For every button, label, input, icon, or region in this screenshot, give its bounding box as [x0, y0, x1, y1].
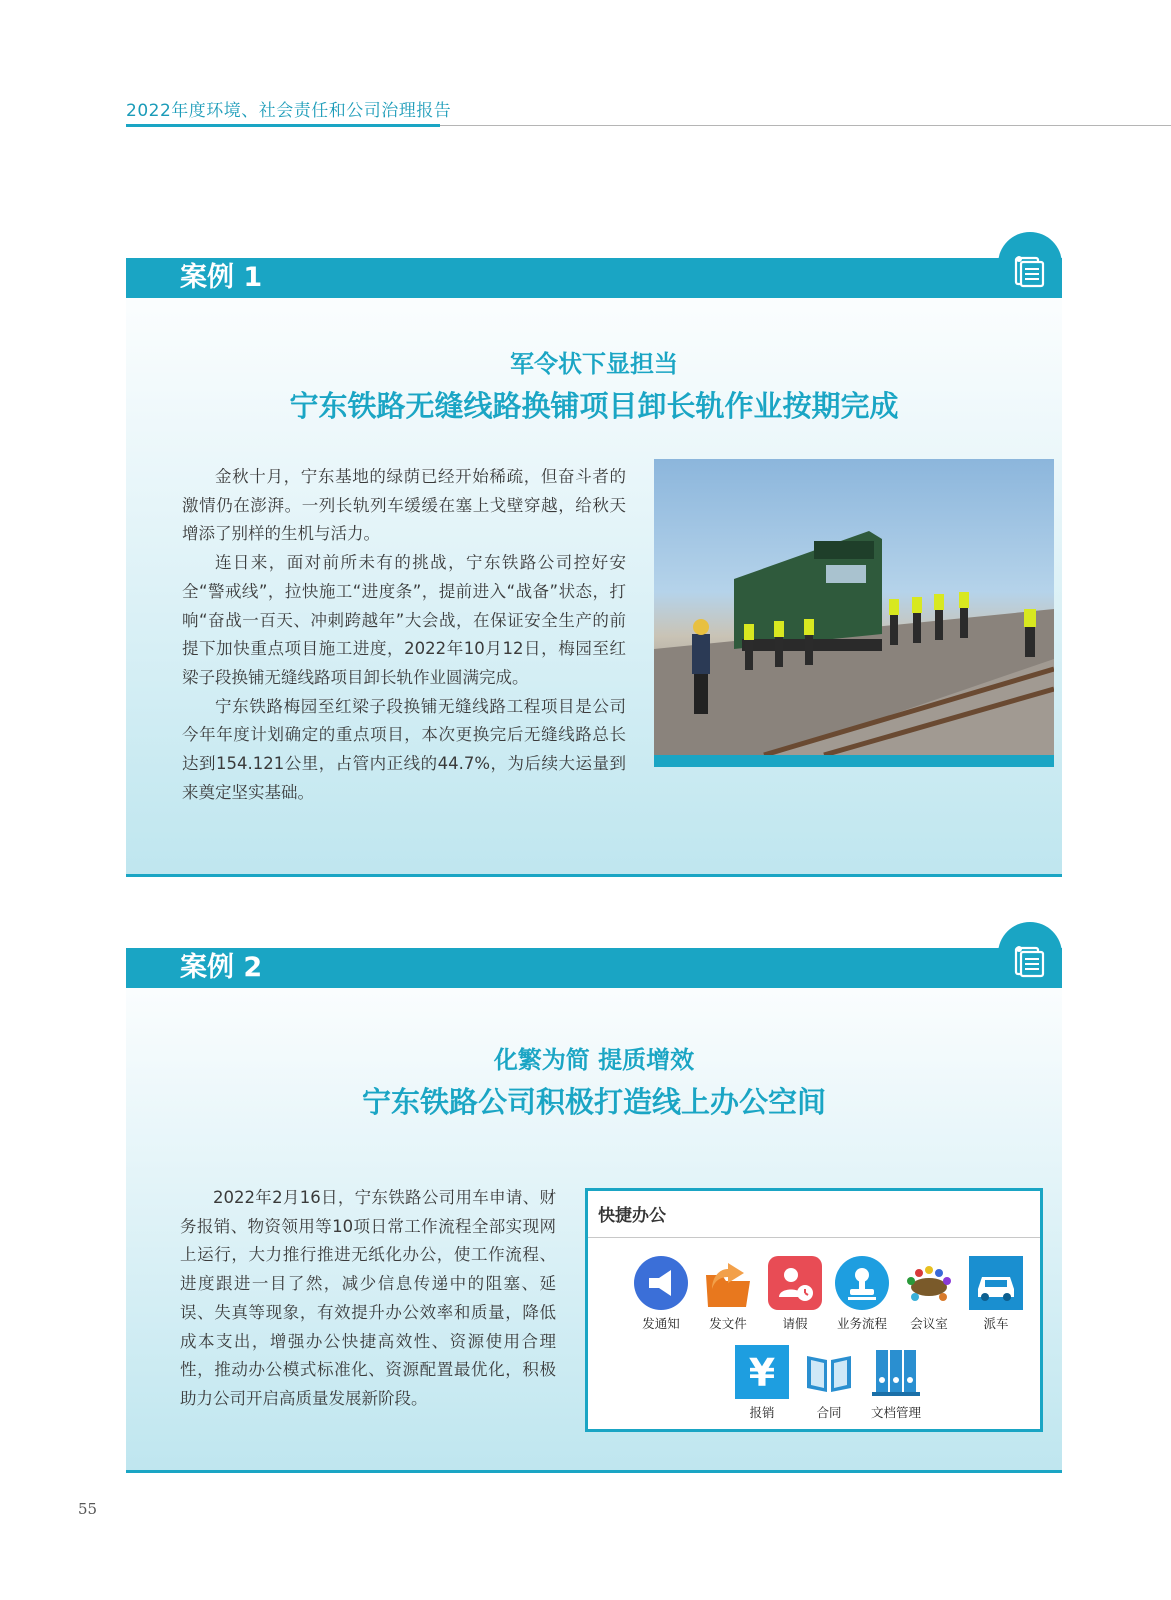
- svg-text:¥: ¥: [748, 1351, 776, 1395]
- case-1-label: 案例 1: [180, 262, 263, 293]
- case-2-bar: [126, 948, 1062, 988]
- case-1-paragraph: 金秋十月，宁东基地的绿荫已经开始稀疏，但奋斗者的激情仍在澎湃。一列长轨列车缓缓在塞上戈壁穿越，给秋天增添了别样的生机与活力。: [182, 467, 626, 544]
- case-1-body: [182, 463, 626, 807]
- case-1-paragraph: 连日来，面对前所未有的挑战，宁东铁路公司控好安全“警戒线”，拉快施工“进度条”，提前进入“战备”状态，打响“奋战一百天、冲刺跨越年”大会战，在保证安全生产的前提下加快重点项目施工进度，2022年10月12日，梅园至红梁子段换铺无缝线路项目卸长轨作业圆满完成。: [182, 553, 626, 687]
- app-label: 报销: [749, 1405, 775, 1420]
- megaphone-icon: [633, 1255, 689, 1311]
- app-leave[interactable]: [762, 1255, 828, 1332]
- case-2-subtitle: 化繁为简 提质增效: [493, 1046, 695, 1074]
- panel-divider: [588, 1237, 1040, 1238]
- case-1-title: 宁东铁路无缝线路换铺项目卸长轨作业按期完成: [289, 389, 899, 423]
- app-meeting-room[interactable]: [896, 1255, 962, 1332]
- app-label: 派车: [983, 1316, 1009, 1331]
- case-2-label: 案例 2: [180, 952, 263, 983]
- app-label: 文档管理: [870, 1405, 921, 1420]
- case-2-body: [180, 1184, 556, 1414]
- meeting-room-icon: [901, 1255, 957, 1311]
- app-notice[interactable]: [628, 1255, 694, 1332]
- document-checklist-icon: [998, 922, 1062, 988]
- page-number: 55: [78, 1500, 98, 1518]
- app-label: 发文件: [709, 1316, 747, 1331]
- leave-request-icon: [767, 1255, 823, 1311]
- case-2: [126, 948, 1062, 1473]
- app-document-management[interactable]: [863, 1344, 929, 1421]
- railway-work-photo: [654, 459, 1054, 755]
- binders-icon: [868, 1344, 924, 1400]
- case-1-paragraph: 宁东铁路梅园至红梁子段换铺无缝线路工程项目是公司今年年度计划确定的重点项目，本次更换完后无缝线路总长达到154.121公里，占管内正线的44.7%，为后续大运量到来奠定坚实基础。: [182, 696, 626, 802]
- header-accent-rule: [126, 124, 440, 127]
- case-1-bar: [126, 258, 1062, 298]
- yuan-icon: [734, 1344, 790, 1400]
- folder-send-icon: [700, 1255, 756, 1311]
- case-2-paragraph: 2022年2月16日，宁东铁路公司用车申请、财务报销、物资领用等10项日常工作流程全部实现网上运行，大力推行推进无纸化办公，使工作流程、进度跟进一目了然，减少信息传递中的阻塞、延误、失真等现象，有效提升办公效率和质量，降低成本支出，增强办公快捷高效性、资源使用合理性，推动办公模式标准化、资源配置最优化，积极助力公司开启高质量发展新阶段。: [180, 1188, 556, 1408]
- app-workflow[interactable]: [829, 1255, 895, 1332]
- app-send-file[interactable]: [695, 1255, 761, 1332]
- photo-accent-strip: [654, 755, 1054, 767]
- quick-office-title: 快捷办公: [598, 1206, 666, 1226]
- report-title: 2022年度环境、社会责任和公司治理报告: [126, 101, 452, 121]
- case-1-subtitle: 军令状下显担当: [510, 350, 678, 378]
- app-label: 发通知: [642, 1316, 680, 1331]
- car-icon: [968, 1255, 1024, 1311]
- app-label: 合同: [816, 1405, 842, 1420]
- app-contract[interactable]: [796, 1344, 862, 1421]
- case-1: [126, 258, 1062, 877]
- book-icon: [801, 1344, 857, 1400]
- case-2-title: 宁东铁路公司积极打造线上办公空间: [361, 1085, 826, 1119]
- app-label: 请假: [782, 1316, 808, 1331]
- app-label: 业务流程: [836, 1316, 887, 1331]
- quick-office-panel: [585, 1188, 1043, 1432]
- app-reimburse[interactable]: [729, 1344, 795, 1421]
- app-dispatch-car[interactable]: [963, 1255, 1029, 1332]
- app-label: 会议室: [910, 1316, 948, 1331]
- stamp-icon: [834, 1255, 890, 1311]
- header-rule: [440, 125, 1171, 126]
- document-checklist-icon: [998, 232, 1062, 298]
